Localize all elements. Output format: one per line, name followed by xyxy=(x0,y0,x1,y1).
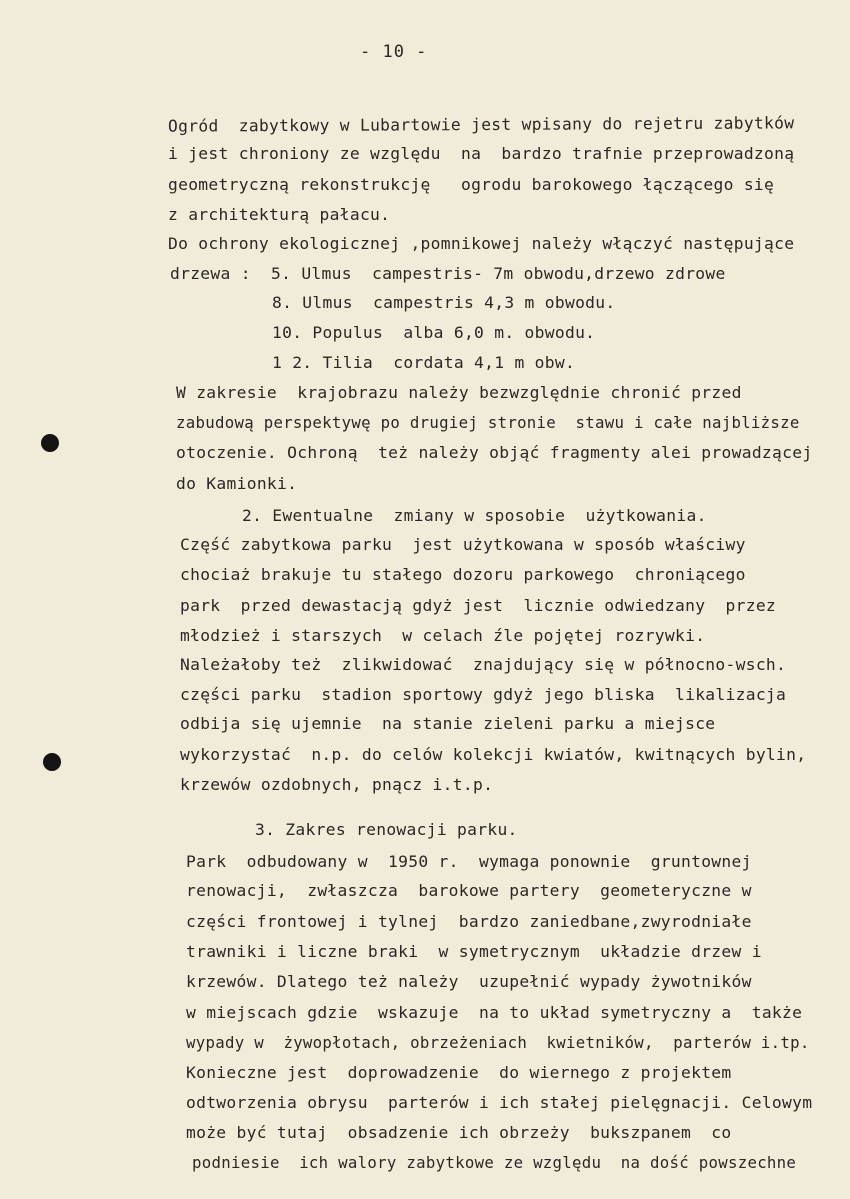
text-line: krzewów ozdobnych, pnącz i.t.p. xyxy=(180,775,494,794)
text-line: wypady w żywopłotach, obrzeżeniach kwietników, parterów i.tp. xyxy=(186,1033,810,1052)
section-heading: 2. Ewentualne zmiany w sposobie użytkowania. xyxy=(242,506,707,525)
text-line: z architekturą pałacu. xyxy=(168,205,391,224)
text-line: geometryczną rekonstrukcję ogrodu barokowego łączącego się xyxy=(168,175,775,194)
punch-hole-upper xyxy=(41,434,59,452)
text-line: 8. Ulmus campestris 4,3 m obwodu. xyxy=(272,293,616,312)
section-heading: 3. Zakres renowacji parku. xyxy=(255,820,518,839)
text-line: Park odbudowany w 1950 r. wymaga ponownie gruntownej xyxy=(186,852,752,871)
text-line: w miejscach gdzie wskazuje na to układ symetryczny a także xyxy=(186,1003,803,1022)
text-line: wykorzystać n.p. do celów kolekcji kwiatów, kwitnących bylin, xyxy=(180,745,807,764)
text-line: krzewów. Dlatego też należy uzupełnić wypady żywotników xyxy=(186,972,752,991)
text-line: odbija się ujemnie na stanie zieleni parku a miejsce xyxy=(180,714,716,733)
text-line: młodzież i starszych w celach źle pojętej rozrywki. xyxy=(180,626,706,645)
text-line: Część zabytkowa parku jest użytkowana w sposób właściwy xyxy=(180,535,746,554)
text-line: części frontowej i tylnej bardzo zaniedbane,zwyrodniałe xyxy=(186,912,752,931)
text-line: 1 2. Tilia cordata 4,1 m obw. xyxy=(272,353,576,372)
text-line: renowacji, zwłaszcza barokowe partery geometeryczne w xyxy=(186,881,752,900)
text-line: może być tutaj obsadzenie ich obrzeży bukszpanem co xyxy=(186,1123,732,1142)
text-line: zabudową perspektywę po drugiej stronie stawu i całe najbliższe xyxy=(176,413,800,432)
text-line: 10. Populus alba 6,0 m. obwodu. xyxy=(272,323,596,342)
page-number: - 10 - xyxy=(360,42,428,62)
text-line: Należałoby też zlikwidować znajdujący się w północno-wsch. xyxy=(180,655,787,674)
text-line: trawniki i liczne braki w symetrycznym układzie drzew i xyxy=(186,942,762,961)
text-line: W zakresie krajobrazu należy bezwzględnie chronić przed xyxy=(176,383,742,402)
text-line: do Kamionki. xyxy=(176,474,298,493)
text-line: Konieczne jest doprowadzenie do wiernego z projektem xyxy=(186,1063,732,1082)
text-line: odtworzenia obrysu parterów i ich stałej pielęgnacji. Celowym xyxy=(186,1093,813,1112)
text-line: podniesie ich walory zabytkowe ze względu na dość powszechne xyxy=(192,1153,797,1172)
text-line: części parku stadion sportowy gdyż jego bliska likalizacja xyxy=(180,685,787,704)
text-line: chociaż brakuje tu stałego dozoru parkowego chroniącego xyxy=(180,565,746,584)
punch-hole-lower xyxy=(43,753,61,771)
text-line: park przed dewastacją gdyż jest licznie odwiedzany przez xyxy=(180,596,777,615)
text-line: Do ochrony ekologicznej ,pomnikowej należy włączyć następujące xyxy=(168,234,795,253)
text-line: Ogród zabytkowy w Lubartowie jest wpisany do rejetru zabytków xyxy=(167,113,795,136)
text-line: drzewa : 5. Ulmus campestris- 7m obwodu,drzewo zdrowe xyxy=(170,264,726,283)
text-line: otoczenie. Ochroną też należy objąć fragmenty alei prowadzącej xyxy=(176,443,813,462)
text-line: i jest chroniony ze względu na bardzo trafnie przeprowadzoną xyxy=(168,144,795,163)
